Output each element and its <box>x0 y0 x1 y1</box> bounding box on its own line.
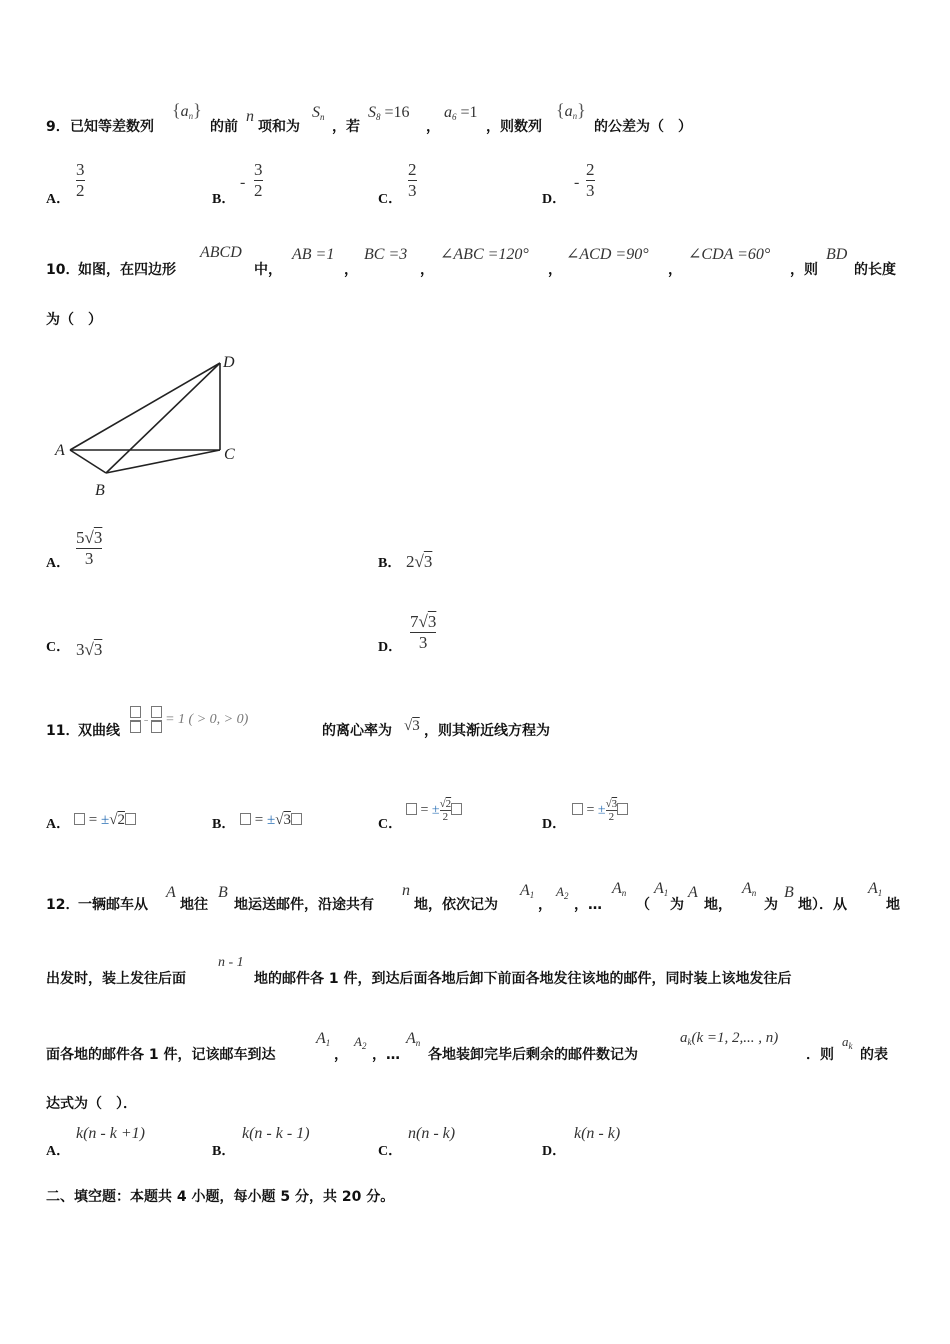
q12-ak-b <box>842 1034 853 1051</box>
q12-An-b-letter: A <box>742 880 752 897</box>
q9-option-d-fraction <box>586 160 595 201</box>
q12-An-c-letter: A <box>406 1030 416 1047</box>
q12-B: B <box>218 884 228 901</box>
q11-option-c-label[interactable]: C． <box>378 817 403 832</box>
q9-Sn <box>312 104 325 122</box>
q10-option-d-label[interactable]: D． <box>378 640 403 655</box>
q12-A: A <box>166 884 176 901</box>
q11-option-d-label[interactable]: D． <box>542 817 567 832</box>
q12-A2-b-sub: 2 <box>361 1041 367 1051</box>
q11-option-b-pm: ± <box>266 812 276 828</box>
q10-option-a-label[interactable]: A． <box>46 556 71 571</box>
q12-An-sub: n <box>621 888 627 898</box>
q12-An <box>612 880 626 898</box>
q12-An-letter: A <box>612 880 622 897</box>
q11-hyperbola-equation: – = 1 ( > 0, > 0) <box>130 706 248 735</box>
q9-option-c-den: 3 <box>408 181 417 200</box>
q9-option-c-label[interactable]: C． <box>378 192 403 207</box>
q12-An-b <box>742 880 756 898</box>
q11-text-2: 的离心率为 <box>322 723 392 739</box>
q9-option-b-den: 2 <box>254 181 263 200</box>
q12-ak-range <box>680 1030 778 1047</box>
q12-B-b: B <box>784 884 794 901</box>
q12-A1-letter: A <box>520 882 530 899</box>
q11-option-b-expr: = ±√3 <box>240 812 302 829</box>
q10-option-d-fraction <box>410 612 436 653</box>
q10-comma-2: ， <box>420 262 434 278</box>
q9-option-b-sign: - <box>240 174 246 191</box>
q11-option-d-den: 2 <box>606 810 618 823</box>
q12-text-3: 地运送邮件，沿途共有 <box>234 897 374 913</box>
q11-eccentricity-value: 3 <box>412 718 420 734</box>
q9-option-d-num: 2 <box>586 160 595 179</box>
q12-di: 地 <box>886 897 900 913</box>
q12-option-a-expr: k(n - k +1) <box>76 1125 145 1142</box>
q12-option-a-label[interactable]: A． <box>46 1144 71 1159</box>
q9-option-d-den: 3 <box>586 181 595 200</box>
q12-option-c-expr: n(n - k) <box>408 1125 456 1142</box>
q9-a6-sub: 6 <box>452 112 457 122</box>
q12-n: n <box>402 882 410 899</box>
q11-eccentricity: √3 <box>404 718 420 734</box>
q9-an-sub: n <box>188 111 194 121</box>
q12-A2-letter: A <box>556 884 564 899</box>
q9-text-5: ，则数列 <box>486 119 542 135</box>
q9-n: n <box>246 108 254 125</box>
q11-text-3: ，则其渐近线方程为 <box>424 723 550 739</box>
q12-paren: （ <box>636 897 650 913</box>
q10-option-a-coef: 5 <box>76 528 85 547</box>
q9-an-sub-2: n <box>572 111 578 121</box>
q10-abcd: ABCD <box>200 244 242 261</box>
q11-option-b-rad: 3 <box>283 812 291 828</box>
q9-a6-cond <box>444 104 478 122</box>
q10-option-a-den: 3 <box>84 549 94 568</box>
q11-text-1: 双曲线 <box>78 723 120 739</box>
q12-option-d-expr: k(n - k) <box>574 1125 621 1142</box>
q9-option-b-num: 3 <box>254 160 263 179</box>
q10-option-c-rad: 3 <box>93 640 103 659</box>
q9-option-a-fraction <box>76 160 85 201</box>
q9-seq-brace: $\{a_n\}$ <box>172 100 202 121</box>
q10-text-1: 如图，在四边形 <box>78 262 176 278</box>
q9-comma: ， <box>426 119 440 135</box>
q9-a6-val: =1 <box>456 104 478 121</box>
q10-cond-bc: BC =3 <box>364 246 408 263</box>
q10-option-d-coef: 7 <box>410 612 419 631</box>
q9-text-6: 的公差为（ ） <box>594 119 692 135</box>
q12-A1-c-letter: A <box>868 880 878 897</box>
q12-An-c-sub: n <box>415 1038 421 1048</box>
q12-ak-b-letter: a <box>842 1034 849 1049</box>
q9-text-4: ，若 <box>332 119 360 135</box>
q12-A1-sub: 1 <box>529 890 535 900</box>
q10-option-c-coef: 3 <box>76 640 85 659</box>
fig-label-c: C <box>224 446 235 463</box>
q12-A1-d-letter: A <box>316 1030 326 1047</box>
q12-A1-c <box>868 880 882 898</box>
q11-number: 11． <box>46 723 80 739</box>
q10-number: 10． <box>46 262 80 278</box>
q12-n-minus-1: n - 1 <box>218 955 244 970</box>
q10-line-2: 为（ ） <box>46 312 102 328</box>
q12-A2-b-letter: A <box>354 1034 362 1049</box>
q11-option-d-pm: ± <box>597 802 606 818</box>
q12-A1-d-sub: 1 <box>325 1038 331 1048</box>
q9-option-a-den: 2 <box>76 181 85 200</box>
q11-option-a-label[interactable]: A． <box>46 817 71 832</box>
q12-line2-text-1: 出发时，装上发往后面 <box>46 971 186 987</box>
q12-ak-b-sub: k <box>848 1041 853 1051</box>
q12-di-comma: 地， <box>704 897 732 913</box>
q9-option-d-sign: - <box>574 174 580 191</box>
q10-option-b-coef: 2 <box>406 552 415 571</box>
section-2-heading: 二、填空题：本题共 4 小题，每小题 5 分，共 20 分。 <box>46 1189 395 1205</box>
q12-A2-sub: 2 <box>563 891 569 901</box>
q11-option-a-pm: ± <box>100 812 110 828</box>
fig-label-a: A <box>55 442 65 459</box>
q12-option-b-label[interactable]: B． <box>212 1144 236 1159</box>
q10-comma-1: ， <box>344 262 358 278</box>
q9-option-c-num: 2 <box>408 160 417 179</box>
q11-option-c-pm: ± <box>431 802 440 818</box>
q11-option-c-rad: 2 <box>445 798 452 810</box>
q9-a6: a <box>444 104 452 121</box>
q12-text-2: 地往 <box>180 897 208 913</box>
q12-A1-d <box>316 1030 330 1048</box>
q9-s8-cond <box>368 104 410 122</box>
q12-A2 <box>556 884 568 901</box>
q9-text-3: 项和为 <box>258 119 300 135</box>
q10-cond-acd: ∠ACD =90° <box>566 246 649 263</box>
q9-s8-sub: 8 <box>376 112 381 122</box>
q9-option-d-label[interactable]: D． <box>542 192 567 207</box>
q10-cond-cda: ∠CDA =60° <box>688 246 771 263</box>
q12-An-b-sub: n <box>751 888 757 898</box>
q11-equation-rest: = 1 ( > 0, > 0) <box>165 712 249 727</box>
q9-option-a-label[interactable]: A． <box>46 192 71 207</box>
q9-option-b-fraction <box>254 160 263 201</box>
q12-line3-text-1: 面各地的邮件各 1 件，记该邮车到达 <box>46 1047 276 1063</box>
q10-quadrilateral-figure <box>40 345 250 505</box>
q11-option-a-rad: 2 <box>117 812 125 828</box>
q10-text-3: ，则 <box>790 262 818 278</box>
fig-label-d: D <box>223 354 235 371</box>
q12-option-b-expr: k(n - k - 1) <box>242 1125 310 1142</box>
q12-text-5: 地）．从 <box>798 897 847 913</box>
q11-option-d-expr: = ± $\frac{√3}{2}$ <box>572 798 628 823</box>
q9-s8-val: =16 <box>380 104 410 121</box>
q12-text-1: 一辆邮车从 <box>78 897 148 913</box>
q10-comma-4: ， <box>668 262 682 278</box>
q10-bd: BD <box>826 246 848 263</box>
q11-option-d-rad: 3 <box>611 798 618 810</box>
q12-line2-text-2: 地的邮件各 1 件，到达后面各地后卸下前面各地发往该地的邮件，同时装上该地发往后 <box>254 971 792 987</box>
q9-an-2: a <box>564 103 573 120</box>
q12-A-b: A <box>688 884 698 901</box>
q12-line3-text-3: ．则 <box>806 1047 834 1063</box>
q12-line3-comma: ， <box>334 1047 348 1063</box>
q11-option-c-den: 2 <box>440 810 452 823</box>
q12-line3-text-2: 各地装卸完毕后剩余的邮件数记为 <box>428 1047 638 1063</box>
q10-cond-abc: ∠ABC =120° <box>440 246 529 263</box>
q12-A1 <box>520 882 534 900</box>
q10-option-a-rad: 3 <box>93 528 103 547</box>
q9-option-a-num: 3 <box>76 160 85 179</box>
q10-option-b-rad: 3 <box>423 552 433 571</box>
q9-number: 9． <box>46 119 70 135</box>
q12-dots: ，… <box>574 897 602 913</box>
q11-option-a-expr: = ±√2 <box>74 812 136 829</box>
q10-option-d-den: 3 <box>418 633 428 652</box>
q10-text-4: 的长度 <box>854 262 896 278</box>
q12-ak-letter: a <box>680 1030 688 1046</box>
q12-A1-b-sub: 1 <box>663 888 669 898</box>
q12-A1-b-letter: A <box>654 880 664 897</box>
q12-A2-b <box>354 1034 366 1051</box>
q12-wei-2: 为 <box>764 897 778 913</box>
q12-wei-1: 为 <box>670 897 684 913</box>
q12-line4: 达式为（ ）． <box>46 1096 137 1112</box>
q12-text-4: 地，依次记为 <box>414 897 498 913</box>
q12-An-c <box>406 1030 420 1048</box>
q9-s8: S <box>368 104 376 121</box>
q10-text-2: 中， <box>254 262 282 278</box>
q10-option-d-num: 7√3 <box>410 612 437 631</box>
q12-ak-sub: k <box>687 1037 692 1047</box>
q12-comma-1: ， <box>538 897 552 913</box>
q10-option-c-label[interactable]: C． <box>46 640 71 655</box>
q10-option-d-rad: 3 <box>427 612 437 631</box>
q11-option-b-label[interactable]: B． <box>212 817 236 832</box>
q12-line3-dots: ，… <box>372 1047 400 1063</box>
fig-label-b: B <box>95 482 105 499</box>
q9-text-2: 的前 <box>210 119 238 135</box>
q9-text-1: 已知等差数列 <box>70 119 154 135</box>
q9-S: S <box>312 104 320 121</box>
q9-option-c-fraction <box>408 160 417 201</box>
q10-option-b-label[interactable]: B． <box>378 556 402 571</box>
q9-an: a <box>180 103 189 120</box>
q12-line3-text-4: 的表 <box>860 1047 888 1063</box>
q10-option-a-num: 5√3 <box>76 528 103 547</box>
q12-A1-c-sub: 1 <box>877 888 883 898</box>
q12-option-c-label[interactable]: C． <box>378 1144 403 1159</box>
q10-option-a-fraction <box>76 528 102 569</box>
q12-number: 12． <box>46 897 80 913</box>
q10-cond-ab: AB =1 <box>292 246 335 263</box>
q12-k-range: (k =1, 2,... , n) <box>691 1030 779 1046</box>
q9-S-sub: n <box>320 112 325 122</box>
q12-A1-b <box>654 880 668 898</box>
q9-option-b-label[interactable]: B． <box>212 192 236 207</box>
q9-seq-brace-2: $\{a_n\}$ <box>556 100 586 121</box>
q10-option-b-expr: 2√3 <box>406 552 433 571</box>
q11-option-c-expr: = ± $\frac{√2}{2}$ <box>406 798 462 823</box>
q12-option-d-label[interactable]: D． <box>542 1144 567 1159</box>
q10-option-c-expr: 3√3 <box>76 640 103 659</box>
q10-comma-3: ， <box>548 262 562 278</box>
